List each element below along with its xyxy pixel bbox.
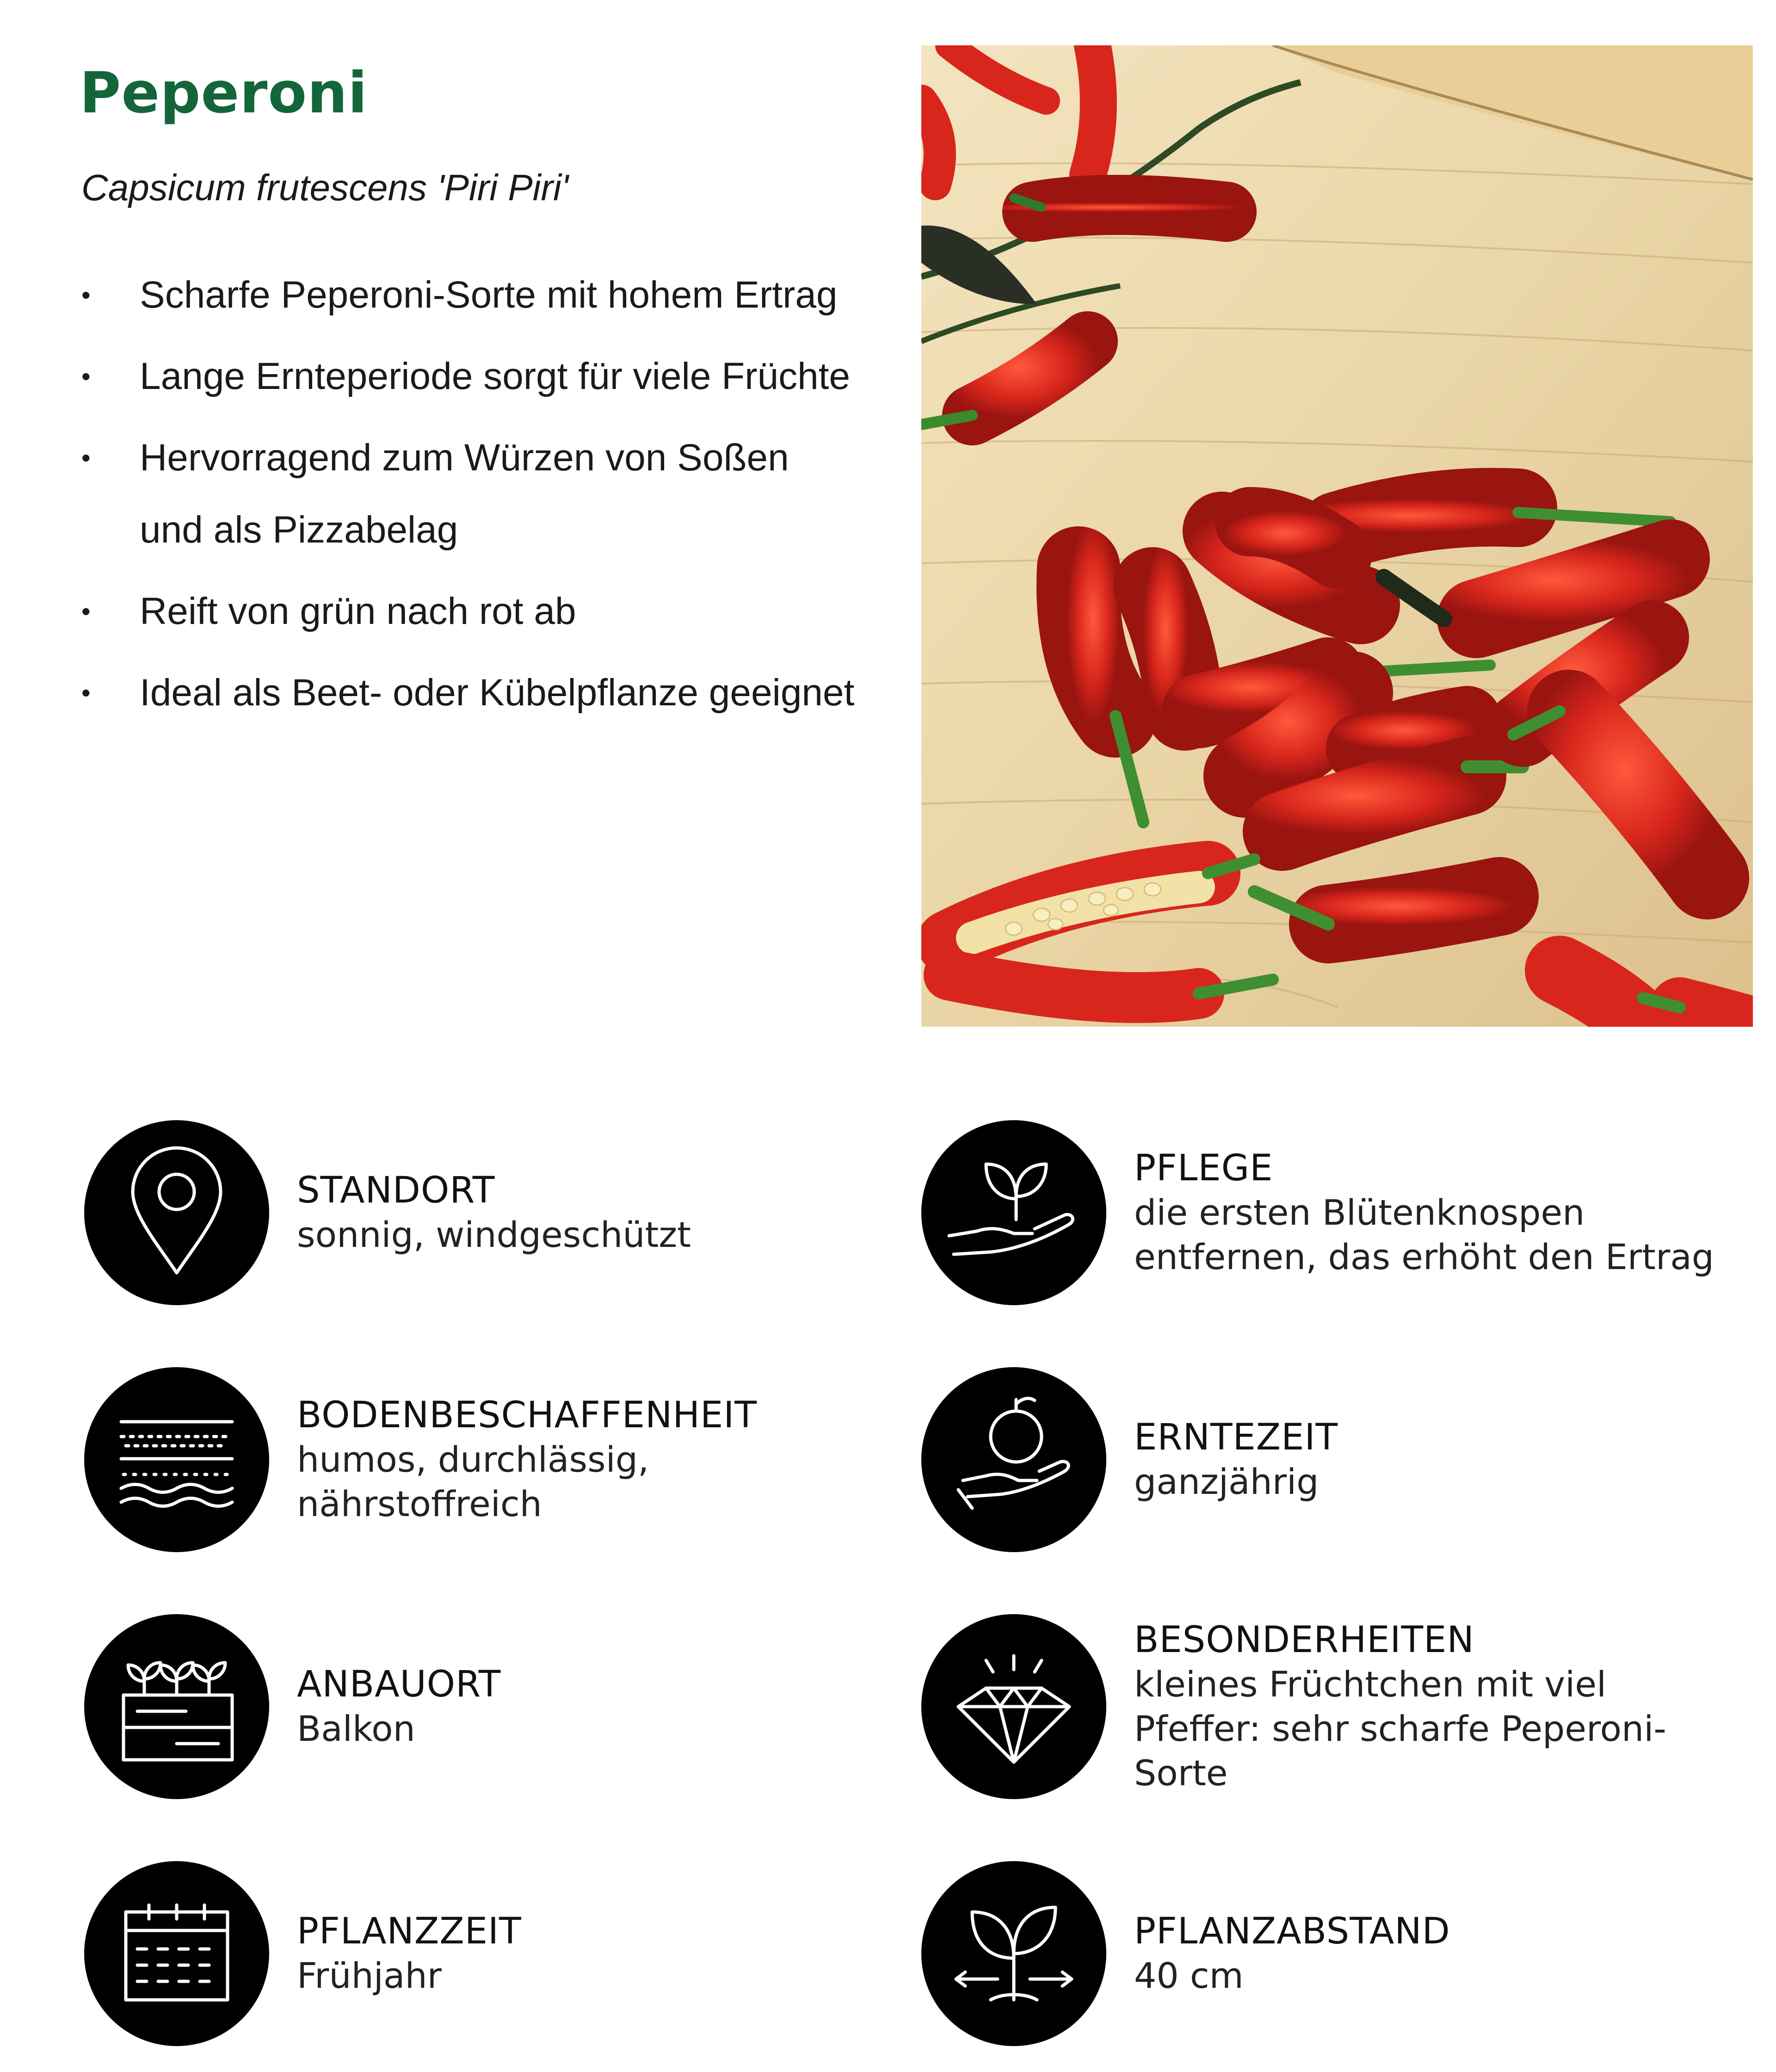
feature-bullet-list	[81, 259, 895, 738]
feature-pflege	[921, 1120, 1745, 1305]
feature-label: PFLANZZEIT	[297, 1911, 522, 1952]
soil-layers-icon	[84, 1367, 269, 1552]
feature-anbauort	[84, 1614, 907, 1799]
bullet-item	[81, 575, 926, 648]
feature-label: ERNTEZEIT	[1134, 1417, 1338, 1458]
feature-value: 40 cm	[1134, 1955, 1244, 1996]
bullet-text: Hervorragend zum Würzen von Soßen und als Pizzabelag	[140, 437, 789, 551]
feature-standort	[84, 1120, 907, 1305]
bullet-dot-icon: •	[81, 443, 91, 472]
feature-label: STANDORT	[297, 1170, 495, 1211]
feature-value: Balkon	[297, 1708, 415, 1749]
latin-name: Capsicum frutescens 'Piri Piri'	[81, 167, 569, 208]
bullet-item	[81, 259, 926, 331]
bullet-text: Reift von grün nach rot ab	[140, 590, 576, 632]
bullet-dot-icon: •	[81, 597, 91, 626]
feature-label: PFLEGE	[1134, 1147, 1273, 1189]
feature-label: BESONDERHEITEN	[1134, 1619, 1474, 1661]
product-photo	[921, 45, 1753, 1027]
seedling-in-hand-icon	[921, 1120, 1106, 1305]
bullet-item	[81, 422, 806, 566]
location-pin-icon	[84, 1120, 269, 1305]
feature-label: BODENBESCHAFFENHEIT	[297, 1394, 757, 1436]
feature-erntezeit	[921, 1367, 1745, 1552]
feature-value: Frühjahr	[297, 1955, 442, 1996]
feature-value: sonnig, windgeschützt	[297, 1214, 691, 1255]
bullet-text: Ideal als Beet- oder Kübelpflanze geeignet	[140, 672, 855, 714]
bullet-text: Scharfe Peperoni-Sorte mit hohem Ertrag	[140, 274, 838, 316]
planter-box-icon	[84, 1614, 269, 1799]
feature-pflanzabstand	[921, 1861, 1745, 2046]
bullet-text: Lange Ernteperiode sorgt für viele Früchte	[140, 355, 851, 397]
feature-value: kleines Früchtchen mit viel Pfeffer: sehr scharfe Peperoni-Sorte	[1134, 1664, 1666, 1794]
feature-label: PFLANZABSTAND	[1134, 1911, 1450, 1952]
product-title: Peperoni	[80, 60, 368, 126]
bullet-dot-icon: •	[81, 678, 91, 707]
diamond-icon	[921, 1614, 1106, 1799]
feature-bodenbeschaffenheit	[84, 1367, 907, 1552]
bullet-dot-icon: •	[81, 280, 91, 309]
bullet-dot-icon: •	[81, 362, 91, 391]
feature-pflanzzeit	[84, 1861, 907, 2046]
feature-value: ganzjährig	[1134, 1461, 1319, 1502]
bullet-item	[81, 340, 926, 413]
feature-label: ANBAUORT	[297, 1664, 501, 1705]
feature-besonderheiten	[921, 1614, 1745, 1799]
feature-value: humos, durchlässig, nährstoffreich	[297, 1439, 649, 1524]
fruit-in-hand-icon	[921, 1367, 1106, 1552]
bullet-item	[81, 657, 926, 729]
plant-spacing-icon	[921, 1861, 1106, 2046]
feature-value: die ersten Blütenknospen entfernen, das erhöht den Ertrag	[1134, 1192, 1714, 1277]
calendar-icon	[84, 1861, 269, 2046]
